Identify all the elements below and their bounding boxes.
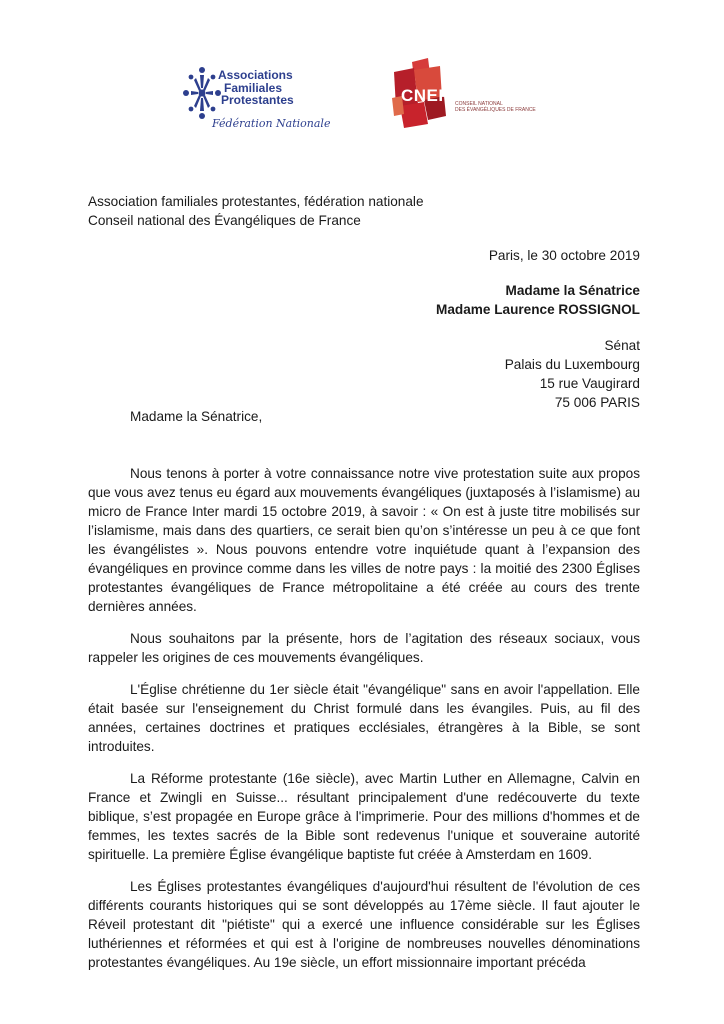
body-paragraph: Nous souhaitons par la présente, hors de l’agitation des réseaux sociaux, vous rappeler les origines de ces mouvements évangéliques. [88,631,640,665]
recipient-block [436,281,640,319]
cnef-subtitle-line2: DES ÉVANGÉLIQUES DE FRANCE [455,107,536,113]
afp-name-line1: Associations [218,68,293,82]
body-paragraph: L'Église chrétienne du 1er siècle était "évangélique" sans en avoir l'appellation. Elle était basée sur l'enseignement du Christ formulé dans les évangiles. Puis, au fil des années, certaines doctrines et pratiques ecclésiales, étrangères à la Bible, se sont introduites. [88,682,640,754]
afp-name-line3: Protestantes [221,93,294,107]
address-line: 15 rue Vaugirard [539,376,640,391]
body-paragraph: Nous tenons à porter à votre connaissance notre vive protestation suite aux propos que vous avez tenus eu égard aux mouvements évangéliques (juxtaposés à l’islamisme) au micro de France Inter mardi 15 octobre 2019, à savoir : « On est à juste titre mobilisés sur l’islamisme, mais dans des quartiers, ce serait bien qu’on s’intéresse un peu à ce que font les évangélistes ». Nous pouvons entendre votre inquiétude quant à l’expansion des évangéliques en province comme dans les villes de notre pays : la moitié des 2300 Églises protestantes évangéliques de France métropolitaine a été créée au cours des trente dernières années. [88,466,640,614]
afp-logo [182,62,332,142]
recipient-name: Madame Laurence ROSSIGNOL [436,302,640,317]
cnef-subtitle-line1: CONSEIL NATIONAL [455,101,503,107]
cnef-acronym: CNEF [401,86,450,105]
letter-date: Paris, le 30 octobre 2019 [488,248,640,263]
address-line: Palais du Luxembourg [504,357,640,372]
address-line: 75 006 PARIS [554,395,640,410]
afp-name [218,69,338,107]
address-block [505,336,640,412]
sender-block [88,192,424,230]
cnef-logo [388,58,548,138]
afp-name-line2: Familiales [224,80,283,95]
address-line: Sénat [604,338,640,353]
recipient-title: Madame la Sénatrice [505,283,640,298]
body-paragraph: La Réforme protestante (16e siècle), avec Martin Luther en Allemagne, Calvin en France et Zwingli en Suisse... résultant principalement d'une redécouverte du texte biblique, s’est propagée en Europe grâce à l'imprimerie. Pour des millions d'hommes et de femmes, les textes sacrés de la Bible sont redevenus l'unique et souveraine autorité spirituelle. La première Église évangélique baptiste fut créée à Amsterdam en 1609. [88,771,640,862]
body-paragraph: Les Églises protestantes évangéliques d'aujourd'hui résultent de l'évolution de ces différents courants historiques qui se sont développés au 17ème siècle. Il faut ajouter le Réveil protestant dit "piétiste" qui a exercé une influence considérable sur les Églises luthériennes et réformées et qui est à l'origine de nombreuses nouvelles dénominations protestantes évangéliques. Au 19e siècle, un effort missionnaire important précéda [88,879,640,970]
cnef-subtitle [455,101,536,113]
afp-signature: Fédération Nationale [212,117,331,130]
salutation: Madame la Sénatrice, [130,409,263,424]
letter-body [88,464,640,985]
sender-line-afp: Association familiales protestantes, fédération nationale [88,194,424,209]
sender-line-cnef: Conseil national des Évangéliques de France [88,213,361,228]
